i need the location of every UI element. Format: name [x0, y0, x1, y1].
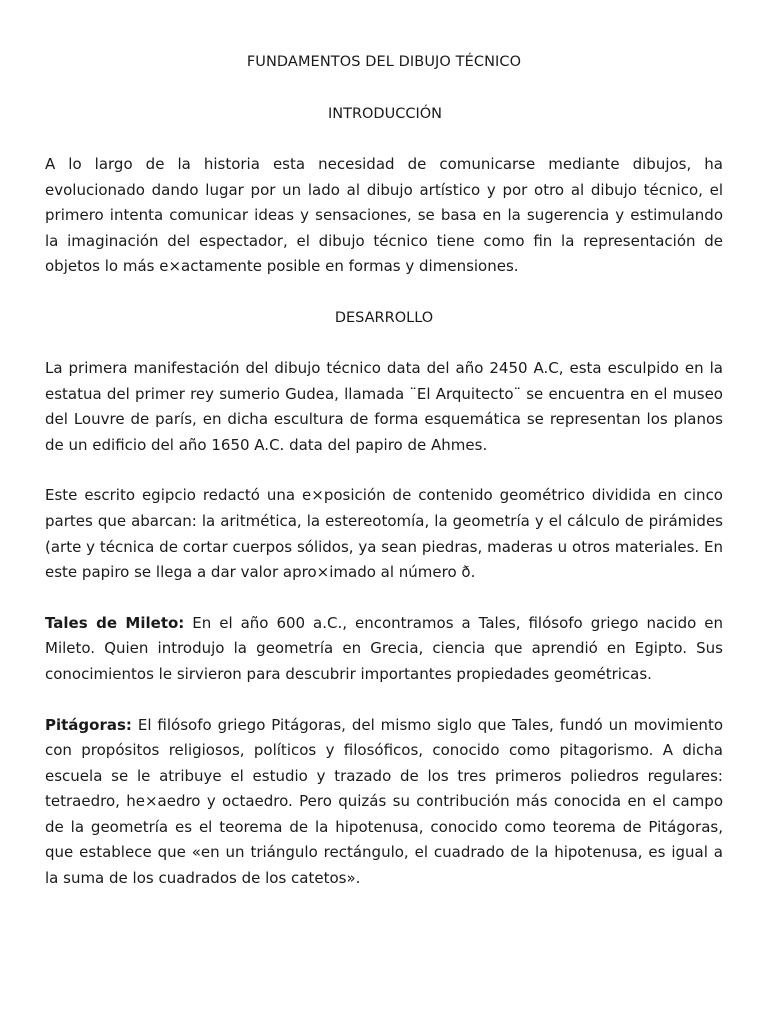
development-paragraph-1: La primera manifestación del dibujo técnico data del año 2450 A.C, esta esculpido en la estatua del primer rey sumerio Gudea, llamada ¨El Arquitecto¨ se encuentra en el museo del Louvre de parís, en dicha escultura de forma esquemática se representan los planos de un edificio del año 1650 A.C. data del papiro de Ahmes. — [45, 358, 723, 454]
pitagoras-label: Pitágoras: — [45, 715, 132, 734]
pitagoras-text: El filósofo griego Pitágoras, del mismo siglo que Tales, fundó un movimiento con propósitos religiosos, políticos y filosóficos, conocido como pitagorismo. A dicha escuela se le atribuye el estudio y trazado de los tres primeros poliedros regulares: tetraedro, he×aedro y octaedro. Pero quizás su contribución más conocida en el campo de la geometría es el teorema de la hipotenusa, conocido como teorema de Pitágoras, que establece que «en un triángulo rectángulo, el cuadrado de la hipotenusa, es igual a la suma de los cuadrados de los catetos». — [45, 715, 723, 888]
development-paragraph-2: Este escrito egipcio redactó una e×posición de contenido geométrico dividida en cinco partes que abarcan: la aritmética, la estereotomía, la geometría y el cálculo de pirámides (arte y técnica de cortar cuerpos sólidos, ya sean piedras, maderas u otros materiales. En este papiro se llega a dar valor apro×imado al número ð. — [45, 486, 723, 582]
tales-label: Tales de Mileto: — [45, 613, 185, 632]
intro-heading: INTRODUCCIÓN — [327, 106, 443, 122]
document-title: FUNDAMENTOS DEL DIBUJO TÉCNICO — [246, 54, 522, 70]
tales-text: En el año 600 a.C., encontramos a Tales, filósofo griego nacido en Mileto. Quien introdujo la geometría en Grecia, ciencia que aprendió en Egipto. Sus conocimientos le sirvieron para descubrir importantes propiedades geométricas. — [45, 613, 723, 683]
development-heading: DESARROLLO — [334, 309, 434, 326]
intro-paragraph: A lo largo de la historia esta necesidad de comunicarse mediante dibujos, ha evolucionado dando lugar por un lado al dibujo artístico y por otro al dibujo técnico, el primero intenta comunicar ideas y sensaciones, se basa en la sugerencia y estimulando la imaginación del espectador, el dibujo técnico tiene como fin la representación de objetos lo más e×actamente posible en formas y dimensiones. — [45, 155, 723, 276]
document-page — [45, 52, 723, 892]
tales-paragraph — [45, 611, 723, 688]
pitagoras-paragraph — [45, 713, 723, 892]
